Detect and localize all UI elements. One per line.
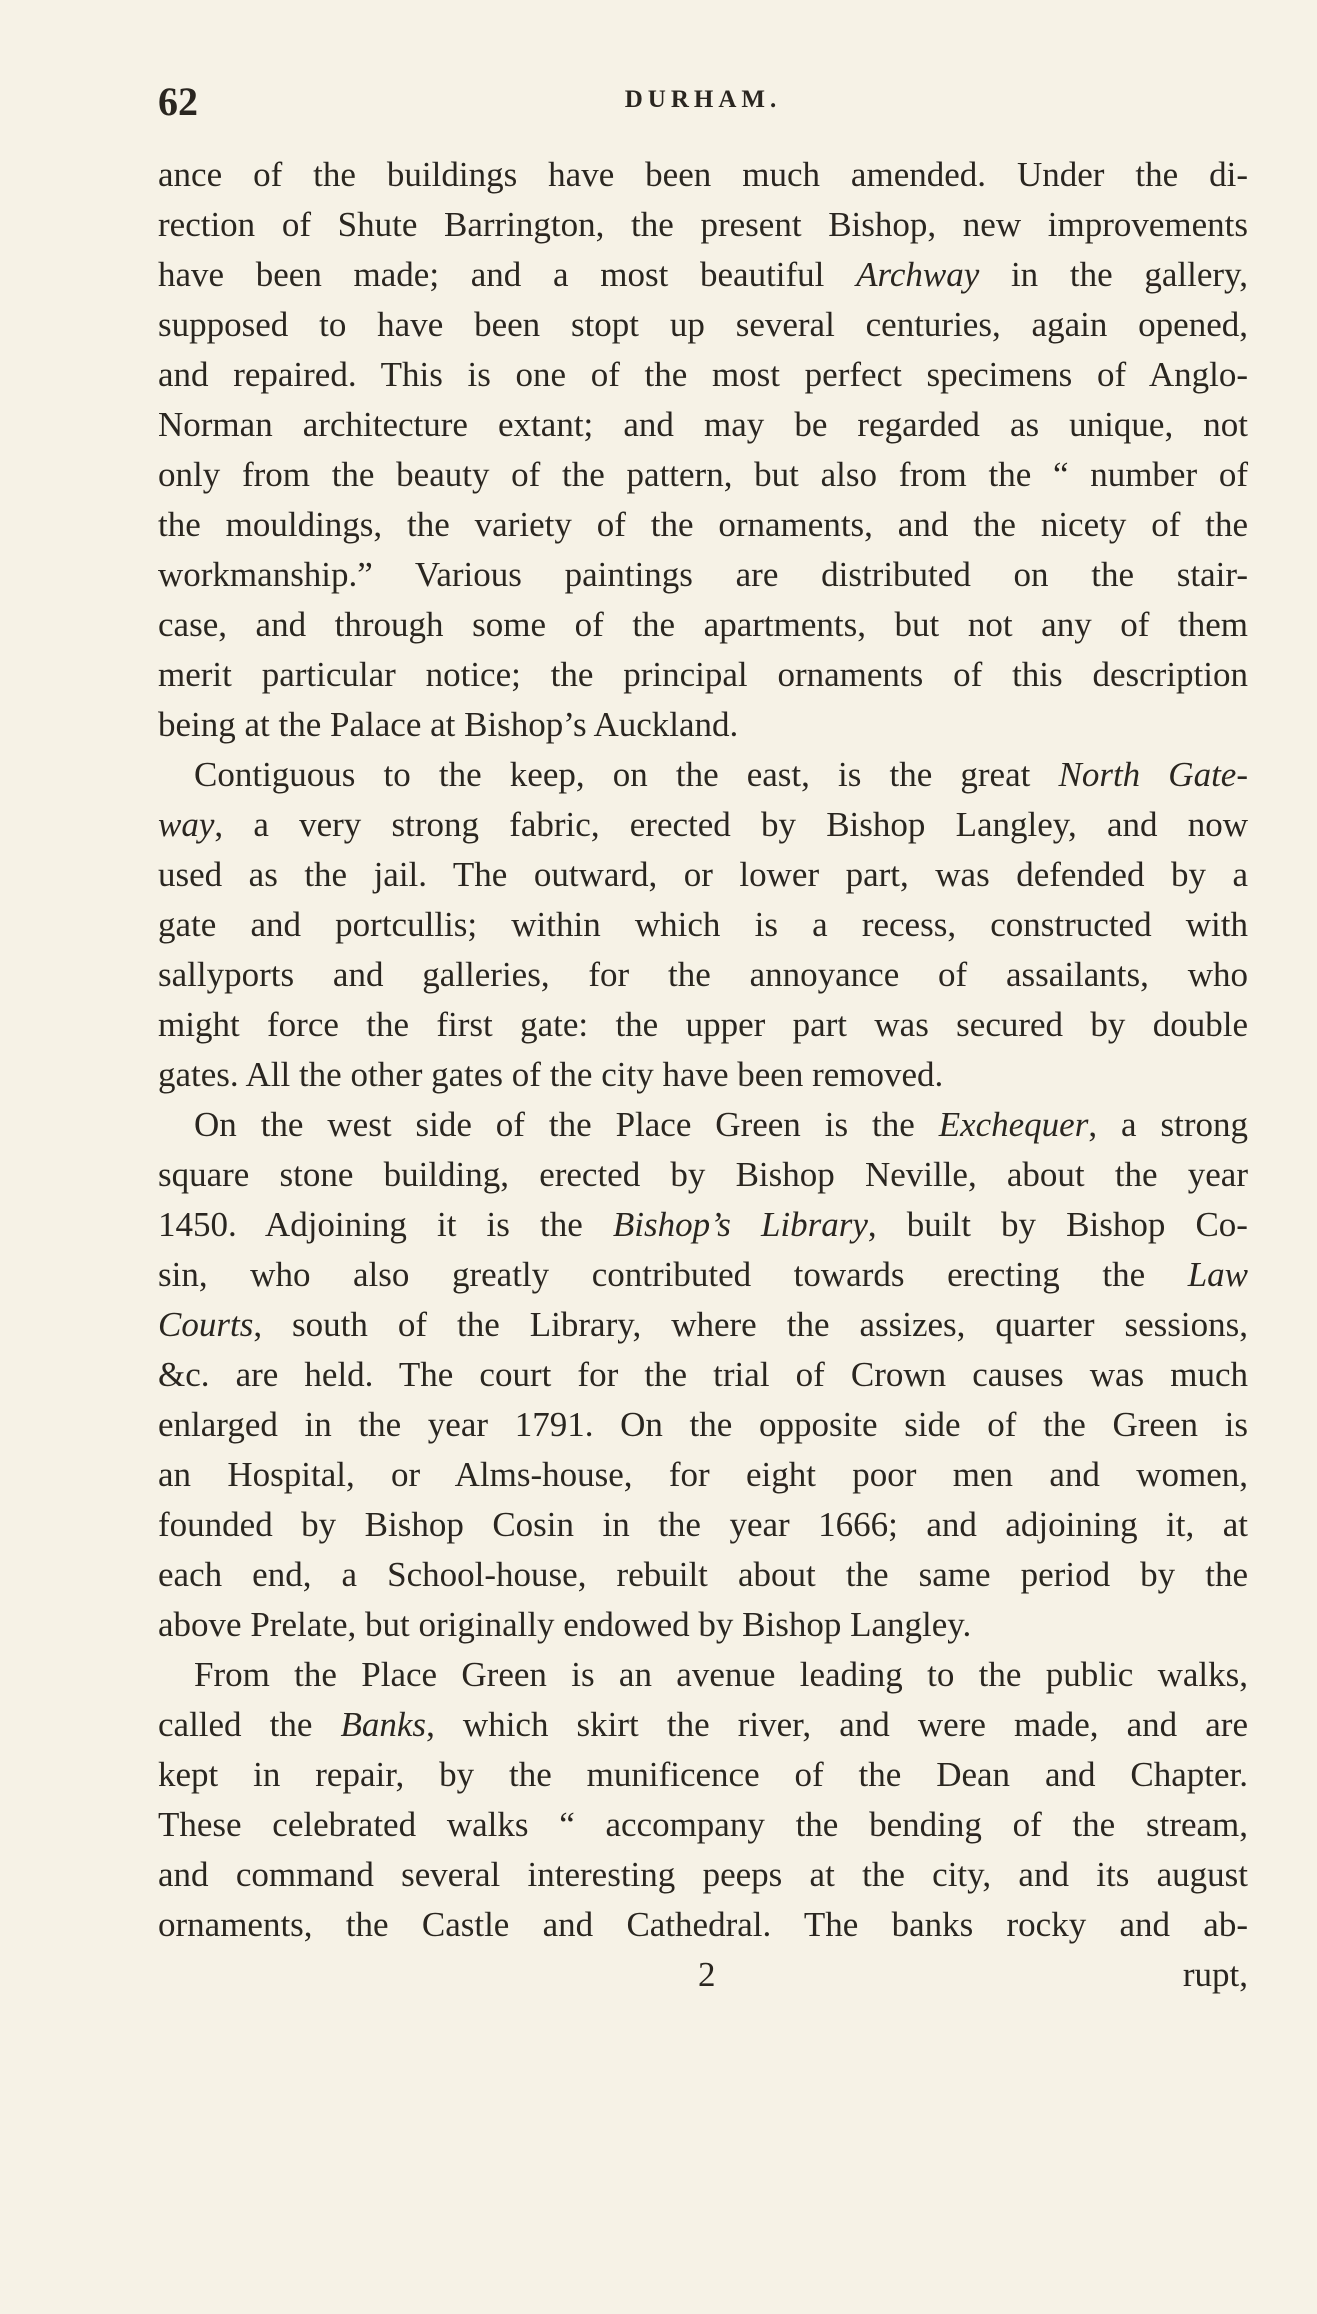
text-segment: On the west side of the Place Green is the xyxy=(194,1105,939,1144)
text-segment: , built by Bishop Co- xyxy=(867,1205,1248,1244)
italic-phrase: Bishop’s Library xyxy=(612,1205,868,1244)
text-segment: have been made; and a most beautiful xyxy=(158,255,857,294)
catchword: rupt, xyxy=(1182,1955,1248,1994)
text-line xyxy=(158,250,1248,300)
text-segment: only from the beauty of the pattern, but also from the “ number of xyxy=(158,455,1248,494)
text-segment: above Prelate, but originally endowed by Bishop Langley. xyxy=(158,1605,972,1644)
italic-phrase: Archway xyxy=(856,255,980,294)
text-segment: 1450. Adjoining it is the xyxy=(158,1205,613,1244)
text-segment: gate and portcullis; within which is a recess, constructed with xyxy=(158,905,1248,944)
text-line xyxy=(158,750,1248,800)
text-segment: Norman architecture extant; and may be regarded as unique, not xyxy=(158,405,1248,444)
text-line xyxy=(158,1250,1248,1300)
text-line xyxy=(158,650,1248,700)
text-segment: case, and through some of the apartments, but not any of them xyxy=(158,605,1248,644)
text-segment: , which skirt the river, and were made, and are xyxy=(426,1705,1248,1744)
text-line xyxy=(158,450,1248,500)
text-line xyxy=(158,800,1248,850)
text-segment: and command several interesting peeps at the city, and its august xyxy=(158,1855,1248,1894)
text-line xyxy=(158,300,1248,350)
text-segment: being at the Palace at Bishop’s Auckland. xyxy=(158,705,739,744)
running-head xyxy=(158,78,1248,128)
text-line xyxy=(158,550,1248,600)
text-segment: and repaired. This is one of the most perfect specimens of Anglo- xyxy=(158,355,1248,394)
text-segment: These celebrated walks “ accompany the bending of the stream, xyxy=(158,1805,1248,1844)
text-line xyxy=(158,1650,1248,1700)
text-line xyxy=(158,1450,1248,1500)
text-line xyxy=(158,1200,1248,1250)
text-segment: supposed to have been stopt up several centuries, again opened, xyxy=(158,305,1248,344)
text-segment: each end, a School-house, rebuilt about the same period by the xyxy=(158,1555,1248,1594)
text-line xyxy=(158,1350,1248,1400)
italic-phrase: Banks xyxy=(340,1705,427,1744)
text-segment: From the Place Green is an avenue leading to the public walks, xyxy=(194,1655,1248,1694)
italic-phrase: Courts xyxy=(158,1305,254,1344)
text-segment: , a very strong fabric, erected by Bishop Langley, and now xyxy=(214,805,1248,844)
text-line xyxy=(158,400,1248,450)
text-segment: , a strong xyxy=(1088,1105,1248,1144)
text-line xyxy=(158,1300,1248,1350)
text-segment: square stone building, erected by Bishop Neville, about the year xyxy=(158,1155,1248,1194)
page-number: 62 xyxy=(158,79,198,124)
text-line xyxy=(158,1600,1248,1650)
text-line xyxy=(158,1550,1248,1600)
text-segment: workmanship.” Various paintings are distributed on the stair- xyxy=(158,555,1248,594)
text-segment: merit particular notice; the principal ornaments of this description xyxy=(158,655,1248,694)
text-line xyxy=(158,1800,1248,1850)
text-segment: the mouldings, the variety of the ornaments, and the nicety of the xyxy=(158,505,1248,544)
text-line xyxy=(158,1100,1248,1150)
signature-mark: 2 xyxy=(698,1955,716,1994)
text-segment: called the xyxy=(158,1705,341,1744)
italic-phrase: Law xyxy=(1187,1255,1248,1294)
text-line xyxy=(158,1400,1248,1450)
text-segment: ance of the buildings have been much amended. Under the di- xyxy=(158,155,1248,194)
text-segment: in the gallery, xyxy=(979,255,1248,294)
text-segment: founded by Bishop Cosin in the year 1666; and adjoining it, at xyxy=(158,1505,1248,1544)
body-text xyxy=(158,150,1248,2000)
text-line xyxy=(158,850,1248,900)
text-line xyxy=(158,1150,1248,1200)
italic-phrase: way xyxy=(158,805,215,844)
text-segment: might force the first gate: the upper part was secured by double xyxy=(158,1005,1248,1044)
text-segment: sin, who also greatly contributed towards erecting the xyxy=(158,1255,1188,1294)
text-segment: gates. All the other gates of the city have been removed. xyxy=(158,1055,944,1094)
text-line xyxy=(158,700,1248,750)
text-line xyxy=(158,1000,1248,1050)
text-line xyxy=(158,150,1248,200)
italic-phrase: Exchequer xyxy=(938,1105,1089,1144)
text-line xyxy=(158,1750,1248,1800)
text-segment: sallyports and galleries, for the annoyance of assailants, who xyxy=(158,955,1248,994)
text-segment: used as the jail. The outward, or lower part, was defended by a xyxy=(158,855,1248,894)
text-line xyxy=(158,1050,1248,1100)
text-line xyxy=(158,200,1248,250)
text-line xyxy=(158,500,1248,550)
page-footer xyxy=(158,1950,1248,2000)
text-segment: enlarged in the year 1791. On the opposite side of the Green is xyxy=(158,1405,1248,1444)
text-line xyxy=(158,1500,1248,1550)
text-line xyxy=(158,600,1248,650)
italic-phrase: North Gate- xyxy=(1058,755,1248,794)
text-line xyxy=(158,350,1248,400)
text-line xyxy=(158,1850,1248,1900)
running-title: DURHAM. xyxy=(624,86,782,113)
text-segment: ornaments, the Castle and Cathedral. The banks rocky and ab- xyxy=(158,1905,1248,1944)
text-line xyxy=(158,900,1248,950)
text-segment: rection of Shute Barrington, the present Bishop, new improvements xyxy=(158,205,1248,244)
text-segment: Contiguous to the keep, on the east, is the great xyxy=(194,755,1059,794)
text-line xyxy=(158,1700,1248,1750)
text-segment: kept in repair, by the munificence of the Dean and Chapter. xyxy=(158,1755,1248,1794)
text-line xyxy=(158,950,1248,1000)
text-segment: an Hospital, or Alms-house, for eight poor men and women, xyxy=(158,1455,1248,1494)
text-segment: &c. are held. The court for the trial of Crown causes was much xyxy=(158,1355,1248,1394)
text-line xyxy=(158,1900,1248,1950)
text-segment: , south of the Library, where the assizes, quarter sessions, xyxy=(253,1305,1248,1344)
